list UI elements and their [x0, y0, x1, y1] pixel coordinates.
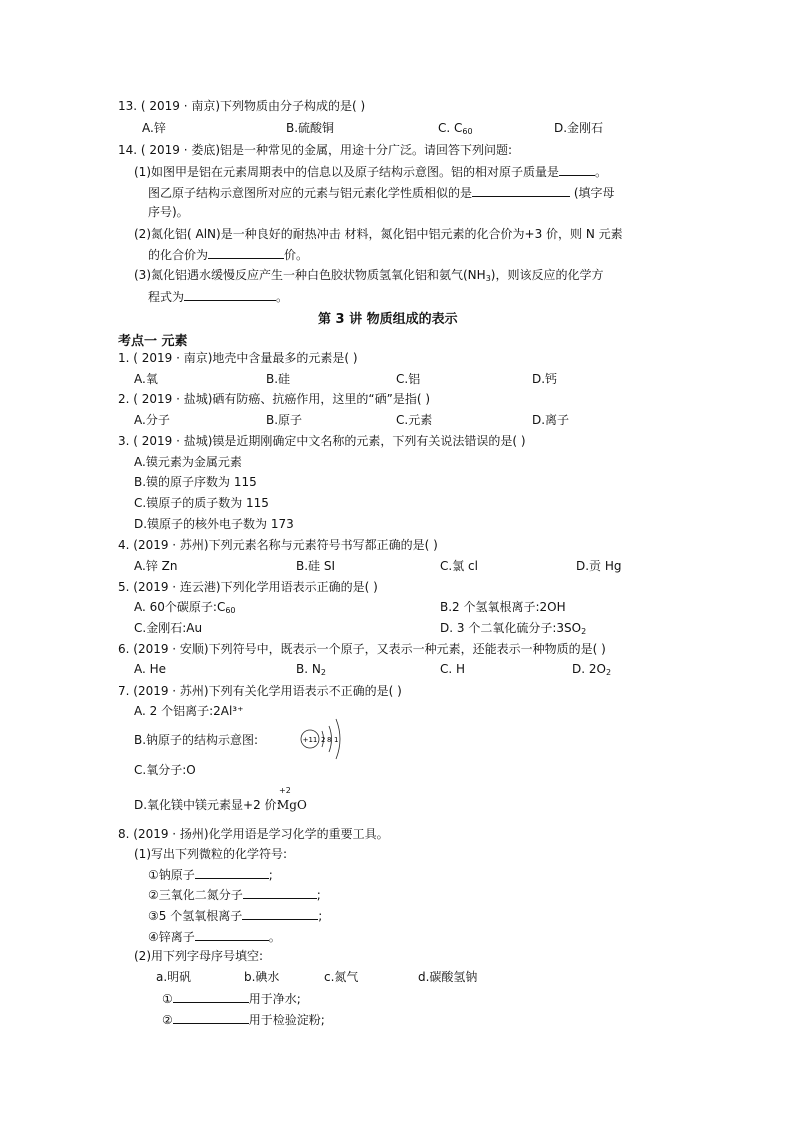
q2-option-c: C.元素 [396, 413, 433, 427]
q5-option-d: D. 3 个二氧化硫分子$:3SO_2$ [440, 621, 587, 636]
answer-blank[interactable] [195, 866, 269, 879]
q4-option-d: D.贡 Hg [576, 559, 622, 573]
shell-3-electrons: 1 [334, 736, 339, 744]
q8-option-b: b.碘水 [244, 970, 280, 984]
q13-option-d: D.金刚石 [554, 121, 604, 135]
q8-fill-1: ① 用于净水; [162, 992, 301, 1006]
q4-option-b: B.硅 SI [296, 559, 336, 573]
q2-option-a: A.分子 [134, 413, 170, 427]
q14-part3-line2: 程式为 。 [148, 290, 289, 304]
q1-option-d: D.钙 [532, 372, 558, 386]
q13-option-a: A.锌 [142, 121, 166, 135]
q3-stem: 3. ( 2019 · 盐城)镆是近期刚确定中文名称的元素，下列有关说法错误的是( ) [118, 434, 526, 448]
q14-part2-line2: 的化合价为 价。 [148, 248, 309, 262]
q8-item-1: ①钠原子 ; [148, 868, 273, 882]
answer-blank[interactable] [242, 907, 318, 920]
q7-option-b: B.钠原子的结构示意图: [134, 733, 259, 747]
q8-option-c: c.氮气 [324, 970, 359, 984]
q1-option-c: C.铝 [396, 372, 421, 386]
q6-option-a: A. He [134, 662, 167, 676]
q8-item-4: ④锌离子 。 [148, 930, 281, 944]
answer-blank[interactable] [208, 246, 284, 259]
answer-blank[interactable] [173, 990, 249, 1003]
q5-stem: 5. (2019 · 连云港)下列化学用语表示正确的是( ) [118, 580, 378, 594]
q7-option-c: C.氧分子:O [134, 763, 196, 777]
q6-option-b: B. $N_2$ [296, 662, 326, 677]
answer-blank[interactable] [173, 1011, 249, 1024]
answer-blank[interactable] [472, 184, 570, 197]
q8-item-3: ③5 个氢氧根离子 ; [148, 909, 323, 923]
q6-stem: 6. (2019 · 安顺)下列符号中，既表示一个原子，又表示一种元素，还能表示一种物质的是( ) [118, 642, 606, 656]
q7-stem: 7. (2019 · 苏州)下列有关化学用语表示不正确的是( ) [118, 684, 402, 698]
q6-option-c: C. H [440, 662, 466, 676]
lesson-title: 第 3 讲 物质组成的表示 [318, 312, 458, 327]
valence-mark: +2 [279, 786, 291, 795]
q1-option-b: B.硅 [266, 372, 291, 386]
q5-option-a: A. 60个碳原子$:C_{60}$ [134, 600, 236, 615]
q8-item-2: ②三氧化二氮分子 ; [148, 888, 321, 902]
q7-option-d: D.氧化镁中镁元素显+2 价: [134, 798, 281, 812]
q13-stem: 13. ( 2019 · 南京)下列物质由分子构成的是( ) [118, 99, 366, 113]
q7-option-a: A. 2 个铝离子:2Al³⁺ [134, 704, 244, 718]
q3-option-b: B.镆的原子序数为 115 [134, 475, 257, 489]
answer-blank[interactable] [243, 886, 317, 899]
q8-part1: (1)写出下列微粒的化学符号: [134, 847, 288, 861]
q14-part2-line1: (2)氮化铝( AlN)是一种良好的耐热冲击 材料，氮化铝中铝元素的化合价为+3 价，则 N 元素 [134, 227, 623, 241]
q8-part2: (2)用下列字母序号填空: [134, 949, 264, 963]
q4-option-c: C.氯 cl [440, 559, 478, 573]
q1-stem: 1. ( 2019 · 南京)地壳中含量最多的元素是( ) [118, 351, 358, 365]
answer-blank[interactable] [559, 163, 595, 176]
q13-option-c: C. $C_{60}$ [438, 121, 473, 136]
q14-part1-line3: 序号)。 [148, 205, 189, 219]
q14-part1-line2: 图乙原子结构示意图所对应的元素与铝元素化学性质相似的是 (填字母 [148, 186, 615, 200]
q8-option-d: d.碳酸氢钠 [418, 970, 478, 984]
q2-option-d: D.离子 [532, 413, 570, 427]
q5-option-b: B.2 个氢氧根离子:2OH [440, 600, 566, 614]
q13-option-b: B.硫酸铜 [286, 121, 335, 135]
q4-option-a: A.锌 Zn [134, 559, 178, 573]
q2-stem: 2. ( 2019 · 盐城)硒有防癌、抗癌作用，这里的“硒”是指( ) [118, 392, 431, 406]
q3-option-c: C.镆原子的质子数为 115 [134, 496, 269, 510]
q2-option-b: B.原子 [266, 413, 303, 427]
section-title: 考点一 元素 [118, 334, 188, 349]
q3-option-a: A.镆元素为金属元素 [134, 455, 242, 469]
q14-stem: 14. ( 2019 · 娄底)铝是一种常见的金属，用途十分广泛。请回答下列问题: [118, 143, 513, 157]
answer-blank[interactable] [184, 288, 276, 301]
answer-blank[interactable] [195, 928, 269, 941]
q7-formula-mgo: MgO [277, 798, 307, 812]
shell-1-electrons: 2 [321, 736, 326, 744]
q1-option-a: A.氧 [134, 372, 158, 386]
q6-option-d: D. $2O_2$ [572, 662, 612, 677]
q5-option-c: C.金刚石:Au [134, 621, 203, 635]
shell-2-electrons: 8 [327, 736, 332, 744]
q14-part3-line1: (3)氮化铝遇水缓慢反应产生一种白色胶状物质氢氧化铝和氨气$(NH_3)$，则该反应的化学方 [134, 268, 604, 283]
q4-stem: 4. (2019 · 苏州)下列元素名称与元素符号书写都正确的是( ) [118, 538, 438, 552]
q8-option-a: a.明矾 [156, 970, 192, 984]
sodium-atom-diagram [296, 714, 348, 764]
q8-fill-2: ② 用于检验淀粉; [162, 1013, 325, 1027]
nucleus-charge: +11 [302, 736, 318, 744]
q3-option-d: D.镆原子的核外电子数为 173 [134, 517, 294, 531]
q8-stem: 8. (2019 · 扬州)化学用语是学习化学的重要工具。 [118, 827, 389, 841]
q14-part1-line1: (1)如图甲是铝在元素周期表中的信息以及原子结构示意图。铝的相对原子质量是 。 [134, 165, 608, 179]
